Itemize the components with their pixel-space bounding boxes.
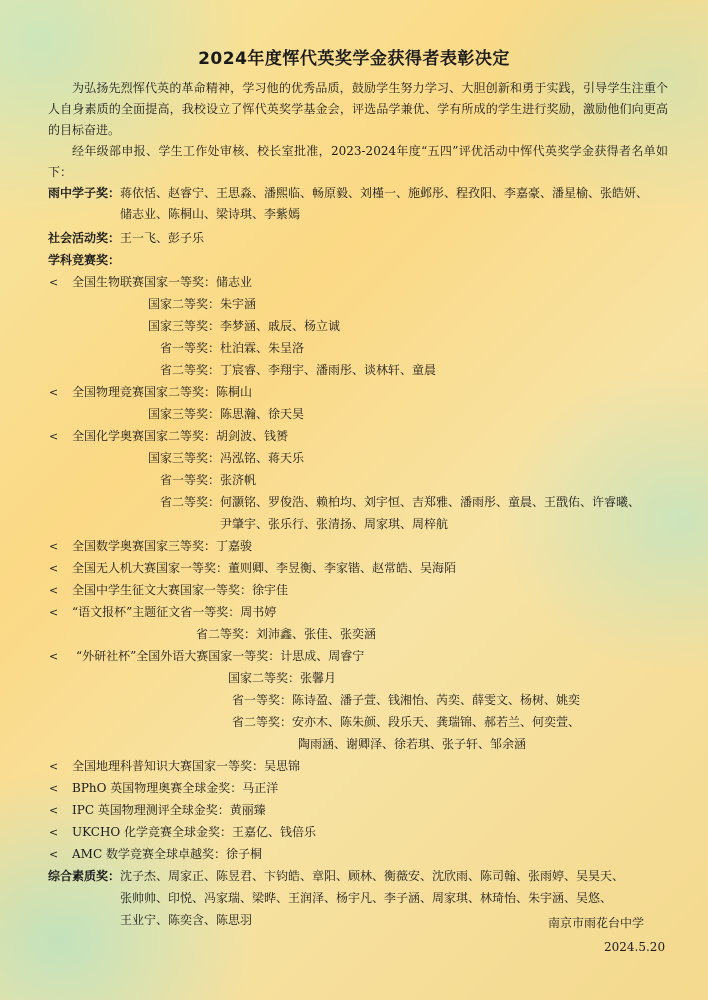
competition-line: 省一等奖：张济帆	[160, 473, 257, 487]
competition-line: 省二等奖：丁宸睿、李翔宇、潘雨彤、谈林轩、童晨	[160, 363, 437, 377]
competition-line: “外研社杯”全国外语大赛国家一等奖：计思成、周睿宁	[76, 649, 365, 663]
competition-line: 全国数学奥赛国家三等奖：丁嘉骏	[72, 539, 253, 553]
bullet-icon: <	[49, 804, 59, 817]
yuzhong-award-label: 雨中学子奖：	[48, 186, 121, 200]
competition-line: 全国生物联赛国家一等奖：储志业	[72, 275, 253, 289]
competition-line: 全国中学生征文大赛国家一等奖：徐宇佳	[72, 583, 289, 597]
competition-line: 国家二等奖：朱宇涵	[148, 297, 257, 311]
bullet-icon: <	[49, 386, 59, 399]
overall-award-names: 沈子杰、周家正、陈昱君、卞钧皓、章阳、顾林、衡薇安、沈欣雨、陈司翰、张雨婷、吴昊天、	[120, 869, 625, 883]
overall-award-names: 王业宁、陈奕含、陈思羽	[120, 913, 253, 927]
bullet-icon: <	[49, 826, 59, 839]
competition-line: UKCHO 化学竞赛全球金奖：王嘉亿、钱倍乐	[72, 825, 317, 839]
yuzhong-award-names: 蒋依恬、赵睿宁、王思淼、潘熙临、畅原毅、刘槿一、施邺彤、程孜阳、李嘉豪、潘星榆、张皓妍、	[120, 186, 649, 200]
competition-line: 国家二等奖：张馨月	[228, 671, 337, 685]
social-award-label: 社会活动奖：	[48, 231, 121, 245]
competition-line: 省二等奖：刘沛鑫、张佳、张奕涵	[196, 627, 377, 641]
approval-paragraph: 经年级部申报、学生工作处审核、校长室批准，2023-2024年度“五四”评优活动中恽代英奖学金获得者名单如下：	[48, 144, 668, 179]
yuzhong-award-names: 储志业、陈桐山、梁诗琪、李紫嫣	[120, 207, 301, 221]
date-signature: 2024.5.20	[604, 940, 666, 954]
competition-line: IPC 英国物理测评全球金奖：黄丽臻	[72, 803, 266, 817]
bullet-icon: <	[49, 760, 59, 773]
competition-line: 尹肇宇、张乐行、张清扬、周家琪、周梓航	[220, 517, 449, 531]
competition-line: 国家三等奖：陈思瀚、徐天昊	[148, 407, 305, 421]
competition-line: 省二等奖：何灏铭、罗俊浩、赖柏均、刘宇恒、吉郑雅、潘雨彤、童晨、王戬佑、许睿曦、	[160, 495, 641, 509]
competition-line: BPhO 英国物理奥赛全球金奖：马正洋	[72, 781, 279, 795]
competition-line: 全国无人机大赛国家一等奖：董则卿、李昱衡、李家锴、赵常皓、吴海陌	[72, 561, 457, 575]
competition-line: “语文报杯”主题征文省一等奖：周书婷	[72, 605, 277, 619]
overall-award-names: 张帅帅、印悦、冯家瑞、梁晔、王润泽、杨宇凡、李子涵、周家琪、林琦怡、朱宇涵、吴悠、	[120, 891, 613, 905]
bullet-icon: <	[49, 848, 59, 861]
bullet-icon: <	[49, 276, 59, 289]
competition-line: 省二等奖：安亦木、陈朱颜、段乐天、龚瑞锦、郝若兰、何奕萱、	[232, 715, 581, 729]
school-signature: 南京市雨花台中学	[548, 916, 645, 930]
bullet-icon: <	[49, 562, 59, 575]
overall-award-label: 综合素质奖：	[48, 869, 121, 883]
bullet-icon: <	[49, 584, 59, 597]
competition-line: 全国化学奥赛国家二等奖：胡剑波、钱赟	[72, 429, 289, 443]
competition-line: 国家三等奖：冯泓铭、蒋天乐	[148, 451, 305, 465]
bullet-icon: <	[49, 782, 59, 795]
competition-line: 全国地理科普知识大赛国家一等奖：吴思锦	[72, 759, 301, 773]
competition-line: 全国物理竞赛国家二等奖：陈桐山	[72, 385, 253, 399]
intro-paragraph: 为弘扬先烈恽代英的革命精神，学习他的优秀品质，鼓励学生努力学习、大胆创新和勇于实践，引导学生注重个人自身素质的全面提高，我校设立了恽代英奖学基金会，评选品学兼优、学有所成的学生进行奖励，激励他们向更高的目标奋进。	[48, 81, 668, 137]
bullet-icon: <	[49, 540, 59, 553]
competition-line: 国家三等奖：李梦涵、戚辰、杨立诚	[148, 319, 341, 333]
bullet-icon: <	[49, 606, 59, 619]
social-award-names: 王一飞、彭子乐	[120, 231, 205, 245]
competition-line: 省一等奖：杜泊霖、朱呈洛	[160, 341, 305, 355]
competition-line: 陶雨涵、谢卿泽、徐若琪、张子轩、邹余涵	[298, 737, 527, 751]
bullet-icon: <	[49, 430, 59, 443]
competition-award-label: 学科竞赛奖：	[48, 253, 121, 267]
competition-line: 省一等奖：陈诗盈、潘子萱、钱湘怡、芮奕、薛雯文、杨树、姚奕	[232, 693, 581, 707]
bullet-icon: <	[49, 650, 59, 663]
page-title: 2024年度恽代英奖学金获得者表彰决定	[198, 49, 510, 69]
competition-line: AMC 数学竞赛全球卓越奖：徐子桐	[72, 847, 262, 861]
